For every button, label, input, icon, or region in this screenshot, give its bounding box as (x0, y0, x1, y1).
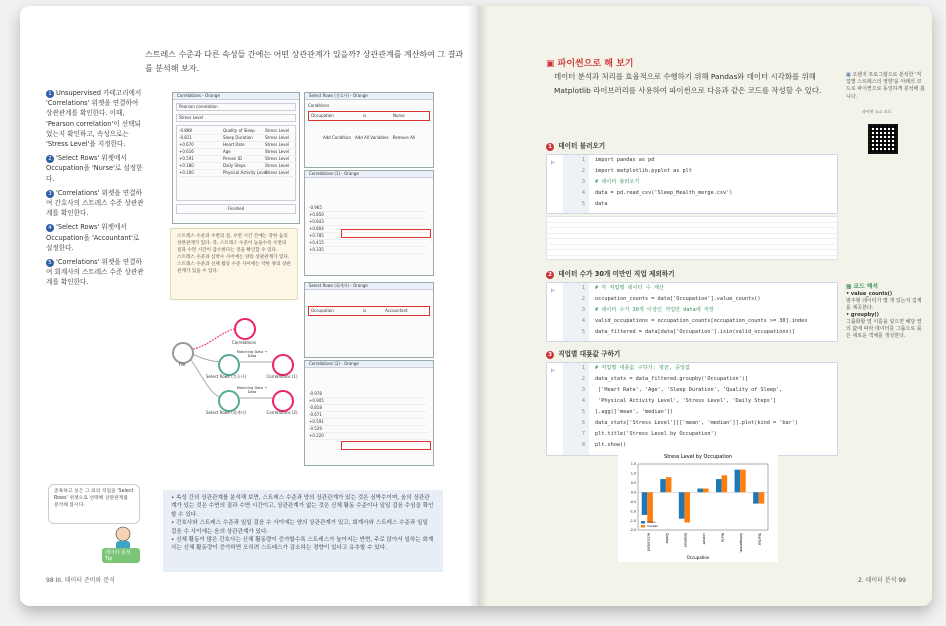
legend-swatch (641, 525, 645, 528)
window-title: Select Rows (간호사) - Orange (305, 93, 433, 100)
bar-mean (642, 492, 648, 515)
bar-mean (697, 489, 703, 493)
y-tick-label: -0.5 (629, 499, 636, 504)
table-row[interactable]: +0.591 (309, 419, 427, 426)
step-item: 4 'Select Rows' 위젯에서 Occupation을 'Accountant'로 설정한다. (46, 223, 140, 252)
y-tick-label: 1.5 (630, 462, 636, 467)
add-all-variables-button[interactable]: Add All Variables (355, 135, 389, 140)
table-row[interactable]: -0.978 (309, 391, 427, 398)
x-tick-label: Accountant (646, 533, 651, 552)
condition-buttons (308, 135, 430, 140)
window-title: Select Rows (회계사) - Orange (305, 283, 433, 290)
step1-heading: 1 데이터 불러오기 (546, 140, 605, 151)
table-row[interactable]: -0.898 Quality of Sleep Stress Level (179, 128, 297, 135)
select-rows-accountant-window (304, 282, 434, 358)
legend-swatch (641, 521, 645, 524)
code-line: 3 # 데이터 불러오기 (581, 179, 640, 185)
code-line: 1 # 각 직업별 데이터 수 계산 (581, 285, 664, 291)
legend-label: median (647, 524, 659, 528)
y-tick-label: 0.0 (630, 490, 636, 495)
code-line: 1 # 직업별 대푯값 구하기: 평균, 중앙값 (581, 365, 691, 371)
correlations-window (172, 92, 300, 224)
conditions-label: Conditions (308, 103, 330, 108)
table-row[interactable]: -0.818 (309, 405, 427, 412)
add-condition-button[interactable]: Add Condition (322, 135, 352, 140)
highlight-box (341, 441, 431, 450)
x-tick-label: Doctor (664, 533, 669, 544)
legend-label: mean (647, 520, 656, 524)
dataframe-output (546, 216, 838, 260)
code-line: 4 data = pd.read_csv('Sleep_Health_merge.csv') (581, 190, 733, 196)
table-row[interactable]: +0.804 (309, 226, 427, 233)
y-tick-label: -2.0 (629, 528, 636, 533)
x-tick-label: Engineer (683, 533, 688, 548)
window-title: Correlations (2) - Orange (305, 361, 433, 368)
x-tick-label: Salesperson (739, 533, 744, 553)
right-page (478, 6, 932, 606)
bar-chart (618, 450, 778, 562)
page-footer-right: 2. 데이터 분석 99 (857, 577, 906, 584)
step-item: 1 Unsupervised 카테고리에서 'Correlations' 위젯을 연결하여 상관관계를 확인한다. 이때, 'Pearson correlation'이 선택되었는지 확인하고, 속성으로는 'Stress Level'을 지정한다. (46, 89, 142, 149)
step2-heading: 2 데이터 수가 30개 미만인 직업 제외하기 (546, 268, 675, 279)
code-line: 8 plt.show() (581, 442, 627, 448)
table-row[interactable]: +0.591 Person ID Stress Level (179, 156, 297, 163)
correlations-2-window (304, 360, 434, 466)
correlations-1-node[interactable] (272, 354, 294, 376)
python-icon: ▣ (546, 59, 555, 69)
code-line: 2 data_stats = data_filtered.groupby('Occupation')[ (581, 376, 749, 382)
condition-row[interactable]: Occupation is Nurse (308, 111, 430, 121)
highlight-box (341, 229, 431, 238)
step-item: 3 'Correlations' 위젯을 연결하여 간호사의 스트레스 수준 상관관계를 확인한다. (46, 188, 144, 218)
table-row[interactable]: -0.529 (309, 426, 427, 433)
bar-median (647, 492, 653, 522)
left-intro: 스트레스 수준과 다른 속성들 간에는 어떤 상관관계가 있을까? 상관관계를 계산하여 그 결과를 분석해 보자. (145, 50, 464, 73)
y-tick-label: 1.0 (630, 471, 636, 476)
bar-mean (679, 492, 685, 518)
stress-chart (618, 450, 778, 562)
correlations-2-node[interactable] (272, 390, 294, 412)
code-explanation: ▦ 코드 해석 • value_counts() 범주형 데이터가 몇 개 있는지 집계를 제공한다. • groupby() 그룹화할 열 이름을 넣으면 해당 열의 값에 따라 데이터를 그룹으로 묶은 새로운 객체를 생성한다. (846, 284, 926, 340)
workflow-graph: File Correlations Select Rows (간호사) Correlations (1) Matching Data → Data Select Rows (회계사) Correlations (2) Matching Data → Data (170, 310, 300, 470)
code-explanation-title: ▦ 코드 해석 (846, 284, 878, 290)
bar-mean (716, 479, 722, 492)
code-line: 5 data_filtered = data[data['Occupation'].isin(valid_occupations)] (581, 329, 795, 335)
correlation-table (176, 125, 296, 201)
chart-title: Stress Level by Occupation (664, 454, 732, 460)
bar-mean (735, 470, 741, 493)
table-row[interactable]: +0.415 (309, 240, 427, 247)
code-line: 3 # 데이터 수가 30개 이상인 직업만 data에 저장 (581, 307, 714, 313)
y-tick-label: -1.5 (629, 518, 636, 523)
bar-median (759, 492, 765, 503)
analysis-memo: 스트레스 수준과 수면의 질, 수면 시간 간에는 강한 음의 상관관계가 있다. 즉, 스트레스 수준이 높을수록 수면의 질과 수면 시간이 감소한다는 것을 확인할 수 있다. 스트레스 수준과 심박수 사이에는 양의 상관관계가 있다. 스트레스 수준과 신체 활동 수준 사이에는 약한 양의 상관관계가 있을 수 있다. (170, 228, 298, 300)
method-select[interactable]: Pearson correlation (176, 103, 296, 111)
code-cell-1 (546, 154, 838, 214)
page-footer-left: 98 III. 데이터 준비와 분석 (46, 577, 115, 584)
code-line: 6 data_stats['Stress Level'][['mean', 'median']].plot(kind = 'bar') (581, 420, 799, 426)
table-row[interactable]: -0.671 (309, 412, 427, 419)
condition-row[interactable]: Occupation is Accountant (308, 306, 430, 316)
remove-all-button[interactable]: Remove All (392, 135, 416, 140)
table-row[interactable]: -0.811 Sleep Duration Stress Level (179, 135, 297, 142)
step3-heading: 3 직업별 대푯값 구하기 (546, 348, 620, 359)
bar-median (722, 475, 728, 492)
code-line: 5 ].agg(['mean', 'median']) (581, 409, 674, 415)
book-spine (468, 6, 488, 606)
summary-box: • 속성 간의 상관관계를 분석해 보면, 스트레스 수준과 양의 상관관계가 있는 것은 심박수이며, 음의 상관관계가 있는 것은 수면의 질과 수면 시간이고, 상관관계가 없는 것은 신체 활동 수준이나 일일 걸음 수임을 확인할 수 있다. • 간호사와 스트레스 수준과 일일 걸음 수 사이에는 양의 상관관계가 있고, 회계사와 스트레스 수준과 일일 걸음 수 사이에는 음의 상관관계가 있다. • 신체 활동이 많은 간호사는 신체 활동량이 증가할수록 스트레스가 높아지는 반면, 주로 앉아서 일하는 회계사는 신체 활동량이 증가하면 오히려 스트레스가 감소하는 경향이 있다고 유추할 수 있다. (163, 490, 443, 572)
table-row[interactable]: +0.843 (309, 219, 427, 226)
attribute-select[interactable]: Stress Level (176, 114, 296, 122)
x-tick-label: Teacher (757, 533, 762, 546)
code-cell-3 (546, 362, 838, 456)
right-intro: 데이터 분석과 처리를 효율적으로 수행하기 위해 Pandas와 데이터 시각화를 위해 Matplotlib 라이브러리를 사용하여 파이썬으로 다음과 같은 코드를 작성할 수 있다. (554, 72, 822, 95)
code-line: 2 occupation_counts = data['Occupation'].value_counts() (581, 296, 761, 302)
bar-mean (753, 492, 759, 503)
run-icon[interactable]: ▷ (551, 367, 555, 374)
bar-median (740, 470, 746, 493)
bar-median (684, 492, 690, 522)
step-list (46, 88, 146, 292)
book-icon: ▦ (846, 72, 851, 78)
step-item: 5 'Correlations' 위젯을 연결하여 회계사의 스트레스 수준 상관관계를 확인한다. (46, 258, 144, 287)
tip-bubble: 준혹하고 싶은 그 외의 직업을 'Select Rows' 위젯으로 선택해 상관관계를 분석해 봅시다. (48, 484, 140, 524)
table-row[interactable]: +0.220 (309, 433, 427, 440)
chart-xlabel: Occupation (686, 555, 710, 560)
qr-label: 파이썬 소스 코드 (862, 109, 892, 114)
table-row[interactable]: +0.616 Age Stress Level (179, 149, 297, 156)
table-row[interactable]: +0.160 Physical Activity Level Stress Level (179, 170, 297, 177)
select-rows-nurse-window (304, 92, 434, 168)
code-line: 2 import matplotlib.pyplot as plt (581, 168, 692, 174)
window-title: Correlations (1) - Orange (305, 171, 433, 178)
run-icon[interactable]: ▷ (551, 159, 555, 166)
table-row[interactable]: +0.785 (309, 233, 427, 240)
code-line: 4 'Physical Activity Level', 'Stress Level', 'Daily Steps'] (581, 398, 777, 404)
side-note: ▦ 오렌지 프로그램으로 분석한 '직업별 스트레스의 영향'을 아래의 코드로 파이썬으로 동일하게 분석해 봅니다. (846, 72, 925, 100)
window-title: Correlations - Orange (173, 93, 299, 100)
y-tick-label: 0.5 (630, 481, 636, 486)
code-line: 7 plt.title('Stress Level by Occupation') (581, 431, 717, 437)
x-tick-label: Nurse (720, 533, 725, 543)
section-title: ▣ 파이썬으로 해 보기 (546, 59, 634, 69)
code-line: 4 valid_occupations = occupation_counts[occupation_counts >= 30].index (581, 318, 808, 324)
bar-median (703, 489, 709, 493)
y-tick-label: -1.0 (629, 509, 636, 514)
tip-callout (48, 484, 140, 564)
tip-label: 데이터 분석 Tip (102, 548, 140, 563)
code-line: 1 import pandas as pd (581, 157, 655, 163)
finished-button[interactable]: Finished (176, 204, 296, 214)
table-row[interactable]: -0.965 (309, 205, 427, 212)
code-cell-2 (546, 282, 838, 342)
book-spread (20, 6, 932, 606)
bar-median (666, 477, 672, 492)
run-icon[interactable]: ▷ (551, 287, 555, 294)
code-line: 5 data (581, 201, 608, 207)
code-icon: ▦ (846, 284, 852, 290)
table-row[interactable]: +0.335 (309, 247, 427, 254)
step-item: 2 'Select Rows' 위젯에서 Occupation을 'Nurse'로 설정한다. (46, 154, 143, 183)
table-row[interactable]: +0.850 (309, 212, 427, 219)
table-row[interactable]: +0.180 Daily Steps Stress Level (179, 163, 297, 170)
code-line: 3 ['Heart Rate', 'Age', 'Sleep Duration', 'Quality of Sleep', (581, 387, 783, 393)
correlations-1-window (304, 170, 434, 276)
left-page (20, 6, 478, 606)
correlations-node[interactable] (234, 318, 256, 340)
bar-mean (660, 479, 666, 492)
table-row[interactable]: +0.905 (309, 398, 427, 405)
x-tick-label: Lawyer (702, 533, 706, 545)
file-node[interactable] (172, 342, 194, 364)
qr-code[interactable] (868, 124, 898, 154)
table-row[interactable]: +0.670 Heart Rate Stress Level (179, 142, 297, 149)
